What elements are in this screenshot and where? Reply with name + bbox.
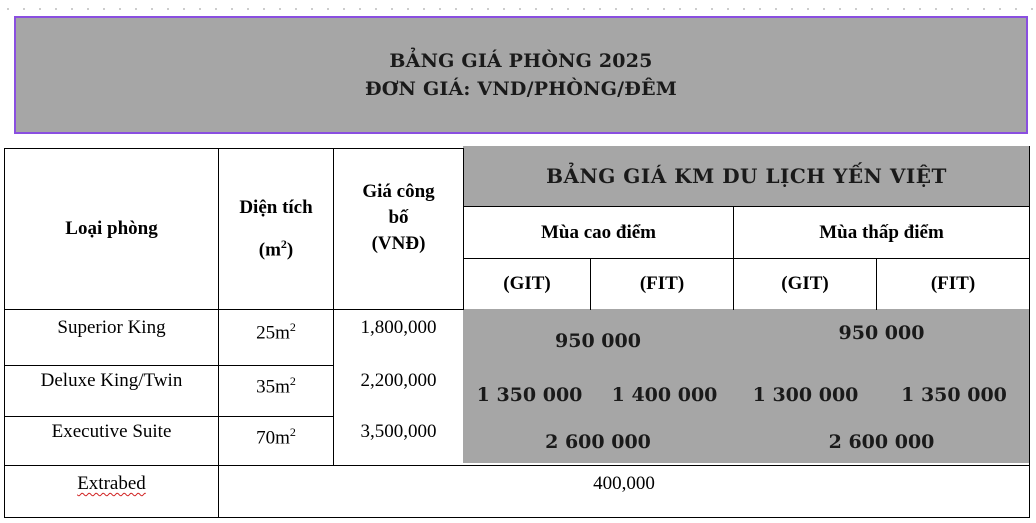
header-low-fit [877, 259, 1029, 309]
area-value: $70m^2$ [256, 424, 296, 449]
header-label: (GIT) [781, 273, 829, 294]
header-high-git [464, 259, 590, 309]
row-area-superior [219, 312, 333, 352]
promo-deluxe-low-git [733, 365, 878, 421]
promo-value: 950 000 [555, 330, 641, 352]
row-area-deluxe [219, 366, 333, 406]
row-price-deluxe [334, 366, 463, 396]
row-name-deluxe [5, 366, 218, 396]
title-line-1: BẢNG GIÁ PHÒNG 2025 [389, 50, 653, 72]
row-price-superior [334, 310, 463, 346]
title-box[interactable] [14, 16, 1028, 134]
promo-value: 1 350 000 [476, 384, 583, 406]
header-label: Mùa thấp điểm [819, 221, 944, 243]
promo-deluxe-high-fit [596, 365, 733, 421]
price-value: 3,500,000 [360, 421, 437, 442]
promo-deluxe-high-git [463, 365, 596, 421]
extrabed-price: 400,000 [593, 473, 655, 494]
header-area [219, 149, 333, 309]
header-season-low [734, 207, 1029, 258]
header-label: Giá công [362, 181, 435, 202]
promo-value: 950 000 [838, 322, 925, 344]
row-area-executive [219, 417, 333, 457]
row-name-superior [5, 310, 218, 346]
header-label: (FIT) [930, 273, 976, 294]
header-label: bố [388, 207, 409, 228]
row-price-executive [334, 417, 463, 447]
header-label: Mùa cao điểm [540, 221, 657, 243]
price-value: 2,200,000 [360, 370, 437, 391]
area-value: $35m^2$ [256, 373, 296, 398]
price-value: 1,800,000 [360, 317, 437, 338]
promo-value: 2 600 000 [828, 431, 935, 453]
table-border-right [1029, 146, 1030, 518]
promo-deluxe-low-fit [878, 365, 1030, 421]
header-label: (VNĐ) [371, 233, 426, 254]
promo-exec-high [463, 421, 733, 463]
row-extrabed-price [219, 466, 1029, 502]
header-label: Loại phòng [65, 218, 158, 239]
header-room-type [5, 149, 218, 309]
promo-value: 1 300 000 [752, 384, 859, 406]
page-margin-dots [0, 8, 1036, 10]
header-area-unit: $(m^2)$ [258, 236, 294, 261]
header-high-fit [591, 259, 733, 309]
row-line-bottom [4, 517, 1030, 518]
promo-superior-high [463, 309, 733, 365]
promo-exec-low [733, 421, 1030, 463]
promo-value: 2 600 000 [545, 431, 651, 453]
row-name-executive [5, 417, 218, 447]
km-title-cell [463, 146, 1030, 206]
promo-value: 1 400 000 [611, 384, 718, 406]
row-extrabed-label [5, 466, 218, 502]
room-name: Deluxe King/Twin [40, 370, 183, 391]
header-label: Diện tích [239, 196, 313, 218]
header-label: (GIT) [503, 273, 551, 294]
area-value: $25m^2$ [256, 319, 296, 344]
room-name: Executive Suite [51, 421, 172, 442]
km-title: BẢNG GIÁ KM DU LỊCH YẾN VIỆT [546, 164, 947, 188]
header-low-git [734, 259, 876, 309]
extrabed-label: Extrabed [77, 473, 146, 494]
promo-superior-low [733, 309, 1030, 365]
header-label: (FIT) [639, 273, 685, 294]
header-season-high [464, 207, 733, 258]
room-name: Superior King [57, 317, 166, 338]
header-published-price [334, 149, 463, 309]
title-line-2: ĐƠN GIÁ: VND/PHÒNG/ĐÊM [365, 78, 677, 100]
promo-value: 1 350 000 [901, 384, 1007, 406]
